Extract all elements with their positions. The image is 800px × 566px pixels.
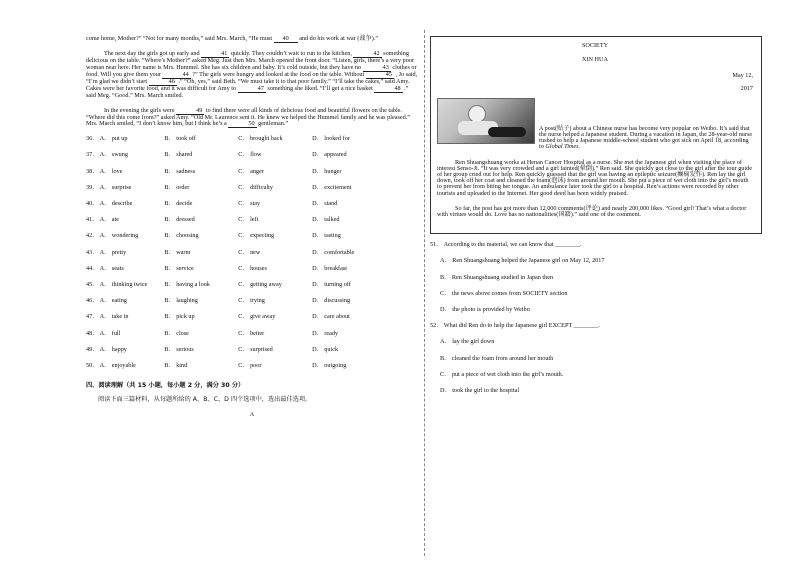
option-row — [86, 314, 386, 330]
option-row — [86, 185, 386, 201]
blank-41: 41 — [201, 51, 229, 58]
option-cell: D． outgoing — [312, 362, 347, 370]
option-cell: B． shared — [164, 151, 193, 159]
q52-option-b: B． cleaned the foam from around her mouth — [440, 354, 554, 362]
option-cell: C． flow — [238, 151, 262, 159]
option-cell: B． sadness — [164, 167, 196, 175]
option-cell: B． service — [164, 264, 194, 272]
option-cell: 41． A． ate — [86, 216, 119, 224]
option-cell: 40． A． describe — [86, 200, 133, 208]
cloze-options-table — [86, 136, 386, 379]
option-cell: D． quick — [312, 345, 339, 353]
article-date: May 12, — [732, 72, 753, 80]
column-divider — [424, 30, 425, 556]
option-cell: C． give away — [238, 313, 276, 321]
blank-49: 49 — [176, 108, 204, 115]
option-cell: C． trying — [238, 297, 265, 305]
news-article-box — [430, 36, 762, 234]
blank-48: 48 — [374, 86, 402, 93]
article-paragraph-2: Ren Shuangshuang works at Henan Cancer Hospital as a nurse. She met the Japanese girl when visiting the place of interest Senso-Ji. “It was very crowded and a girl fainted(晕倒).” Ren said. She quickly got close to the girl after the tour guide of her group cried out for help. Ren quickly guessed that the girl was having an epileptic seizure(癫痫发作). Ren lay the girl down, took off her coat and cleaned the foam(泡沫) from around her mouth. She put a piece of wet cloth into the girl’s mouth to prevent her from biting her tongue. An ambulance later took the girl to a hospital. Ren’s actions were recorded by other tourists and uploaded to the Internet. Her good deed has been widely praised. — [437, 158, 752, 197]
option-row — [86, 152, 386, 168]
option-cell: D． talked — [312, 216, 340, 224]
blank-47: 47 — [238, 86, 266, 93]
option-cell: B． close — [164, 329, 189, 337]
q52-option-a: A． lay the girl down — [440, 338, 495, 346]
option-cell: D． discussing — [312, 297, 351, 305]
option-cell: 50． A． enjoyable — [86, 362, 136, 370]
option-cell: B． having a look — [164, 281, 210, 289]
q52-option-d: D． took the girl to the hospital — [440, 387, 520, 395]
option-cell: D． comfortable — [312, 248, 355, 256]
option-cell: C． anger — [238, 167, 264, 175]
option-row — [86, 282, 386, 298]
option-cell: D． looked for — [312, 135, 350, 143]
left-column — [86, 36, 418, 418]
option-cell: C． difficulty — [238, 183, 273, 191]
option-cell: B． laughing — [164, 297, 198, 305]
option-row — [86, 201, 386, 217]
option-cell: 43． A． pretty — [86, 248, 127, 256]
article-year: 2017 — [740, 84, 753, 92]
option-cell: B． pick up — [164, 313, 195, 321]
option-cell: 37． A． swung — [86, 151, 128, 159]
q51-option-d: D． the photo is provided by Weibo — [440, 306, 530, 314]
option-cell: 44． A． seats — [86, 264, 124, 272]
section-title: 四、阅读理解（共 15 小题，每小题 2 分，满分 30 分） — [86, 382, 245, 390]
option-cell: B． kind — [164, 362, 188, 370]
question-51: 51． According to the material, we can know that ________. — [430, 241, 582, 249]
option-cell: 42． A． wondering — [86, 232, 139, 240]
blank-43: 43 — [363, 65, 391, 72]
q51-option-c: C． the news above comes from SOCIETY section — [440, 289, 568, 297]
option-cell: 47． A． take in — [86, 313, 129, 321]
option-cell: 46． A． eating — [86, 297, 127, 305]
section-instruction: 阅读下面三篇材料，从每题所给的 A、B、C、D 四个选项中，选出最佳选项。 — [98, 396, 312, 404]
photo-figure-patient — [488, 127, 526, 137]
blank-44: 44 — [162, 72, 190, 79]
blank-50: 50 — [228, 121, 256, 128]
right-column — [430, 36, 762, 404]
option-cell: C． surprised — [238, 345, 273, 353]
option-cell: B． took off — [164, 135, 196, 143]
article-paragraph-3: So far, the post has got more than 12,000 comments(评论) and nearly 200,000 likes. “Good girl! That’s what a doctor with virtues would do. Love has no nationalities(国籍).” said one of the comment. — [437, 204, 747, 219]
passage-paragraph-2: The next day the girls got up early and 41 quickly. They couldn’t wait to run to the kitchen, 42 something delicious on the table. “Where’s Mother?” asked Meg. Just then Mrs. March opened the front door. “Listen, girls, there’s a very poor woman near here. Her name is Mrs. Hummel. She has six children and baby. It’s cold outside, but they have no 43 clothes or food. Will you give them your 44 ?” The girls were hungry and looked at the food on the table. Without 45 , Jo said, “I’m glad we didn’t start 46 .” “Oh, yes,” said Beth. “We must take it to that poor family.” “I’ll take the cakes,” said Amy. Cakes were her favorite food, and it was difficult for Amy to 47 something she liked. “I’ll get a nice basket 48 .” said Meg. “Good.” Mrs. March smiled. — [86, 50, 418, 100]
option-cell: D． hunger — [312, 167, 342, 175]
q51-option-b: B． Ren Shuangshuang studied in Japan then — [440, 273, 554, 281]
question-52: 52． What did Ren do to help the Japanese girl EXCEPT ________. — [430, 322, 600, 330]
option-row — [86, 266, 386, 282]
option-cell: C． expecting — [238, 232, 275, 240]
option-row — [86, 250, 386, 266]
option-row — [86, 331, 386, 347]
nurse-photo — [437, 98, 535, 144]
option-cell: C． stay — [238, 200, 261, 208]
option-cell: D． ready — [312, 329, 339, 337]
blank-40: 40 — [274, 36, 298, 43]
option-row — [86, 217, 386, 233]
option-cell: C． houses — [238, 264, 267, 272]
blank-45: 45 — [366, 72, 394, 79]
option-row — [86, 298, 386, 314]
option-row — [86, 233, 386, 249]
passage-paragraph-1: come home, Mother?” “Not for many months,” said Mrs. March, “He must 40 and do his work at war (战争).” — [86, 35, 379, 42]
option-row — [86, 136, 386, 152]
passage-paragraph-3: In the evening the girls were 49 to find there were all kinds of delicious food and beautiful flowers on the table. “Where did this come from?” asked Amy. “Old Mr. Laurence sent it. He knew we helped the Hummel family and he was pleased.” Mrs. March smiled, “I don’t know him, but I think he’s a 50 gentleman.” — [86, 106, 410, 128]
option-cell: 45． A． thinking twice — [86, 281, 148, 289]
passage-label: A — [249, 410, 255, 418]
option-cell: C． better — [238, 329, 265, 337]
option-cell: C． brought back — [238, 135, 283, 143]
option-cell: D． turning off — [312, 281, 351, 289]
option-cell: D． excitement — [312, 183, 352, 191]
option-cell: B． warm — [164, 248, 191, 256]
option-row — [86, 169, 386, 185]
option-cell: C． new — [238, 248, 261, 256]
option-cell: D． tasting — [312, 232, 341, 240]
option-row — [86, 347, 386, 363]
blank-42: 42 — [353, 51, 381, 58]
option-cell: C． getting away — [238, 281, 282, 289]
option-cell: D． stand — [312, 200, 338, 208]
option-cell: B． dressed — [164, 216, 195, 224]
option-cell: 38． A． love — [86, 167, 123, 175]
option-cell: D． breakfast — [312, 264, 347, 272]
article-paragraph-1: A post(贴子) about a Chinese nurse has become very popular on Weibo. It’s said that the nurse helped a Japanese student. During a vacation in Japan, the 28-year-old nurse rushed to help a Japanese middle-school student who got sick on April 18, according to Global Times. — [539, 124, 753, 151]
option-row — [86, 363, 386, 379]
option-cell: C． poor — [238, 362, 262, 370]
option-cell: C． left — [238, 216, 259, 224]
q51-option-a: A． Ren Shuangshuang helped the Japanese girl on May 12, 2017 — [440, 257, 605, 265]
option-cell: B． order — [164, 183, 190, 191]
option-cell: B． serious — [164, 345, 194, 353]
option-cell: B． decide — [164, 200, 193, 208]
option-cell: D． appeared — [312, 151, 347, 159]
article-section: SOCIETY — [581, 42, 609, 49]
option-cell: 49． A． happy — [86, 345, 127, 353]
option-cell: 36． A． put up — [86, 135, 128, 143]
q52-option-c: C． put a piece of wet cloth into the girl’s mouth. — [440, 370, 564, 378]
blank-46: 46 — [149, 79, 177, 86]
option-cell: D． care about — [312, 313, 350, 321]
option-cell: B． choosing — [164, 232, 199, 240]
article-agency: XIN HUA — [582, 56, 608, 64]
option-cell: 39． A． surprise — [86, 183, 132, 191]
option-cell: 48． A． full — [86, 329, 121, 337]
